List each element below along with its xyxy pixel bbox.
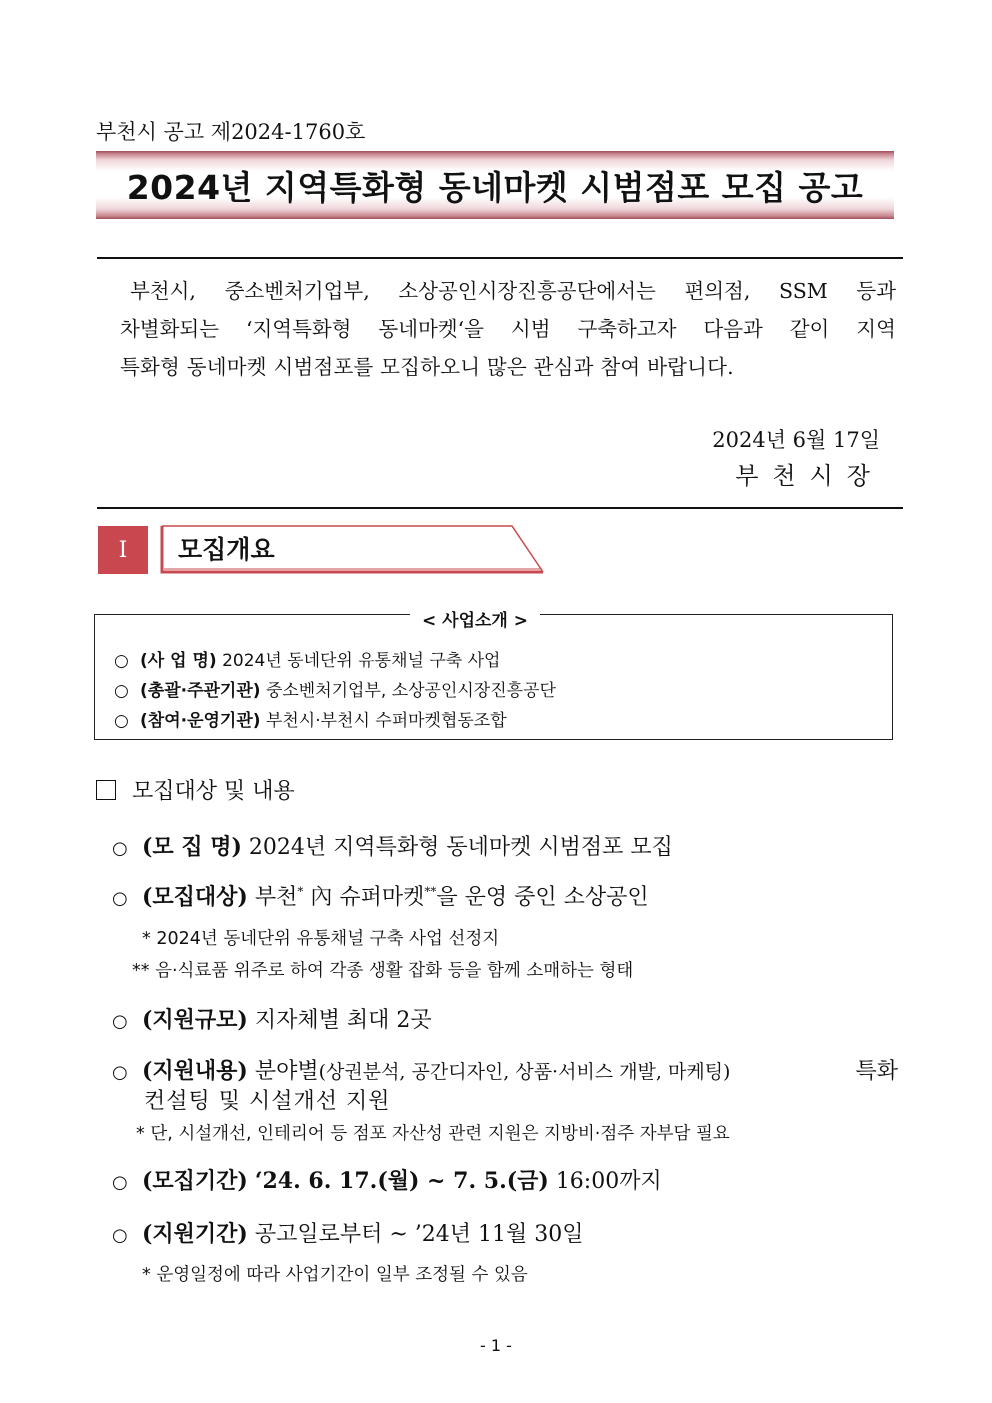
business-intro-caption: < 사업소개 > [410, 606, 540, 631]
intro-line-1 [120, 272, 896, 310]
item-support-scale: ○ (지원규모) 지자체별 최대 2곳 [112, 1007, 432, 1033]
note-support-content: * 단, 시설개선, 인테리어 등 점포 자산성 관련 지원은 지방비·점주 자부담 필요 [136, 1124, 730, 1144]
line1-word: 소상공인시장진흥공단에서는 [398, 279, 656, 303]
biz-item-label: (참여·운영기관) [140, 711, 261, 731]
biz-item-value: 2024년 동네단위 유통채널 구축 사업 [222, 651, 501, 671]
biz-item-value: 부천시·부천시 수퍼마켓협동조합 [265, 711, 507, 731]
divider-middle [97, 507, 903, 509]
biz-item-operating-agency: ○ (참여·운영기관) 부천시·부천시 수퍼마켓협동조합 [114, 711, 507, 731]
divider-top [97, 257, 903, 259]
note-target-2: ** 음·식료품 위주로 하여 각종 생활 잡화 등을 함께 소매하는 형태 [132, 961, 634, 981]
line2-word: 차별화되는 [120, 317, 220, 341]
checkbox-square-icon [96, 780, 116, 800]
line1-word: 등과 [856, 279, 896, 303]
item-recruit-period: ○ (모집기간) ‘24. 6. 17.(월) ~ 7. 5.(금) 16:00까지 [112, 1168, 662, 1194]
item-label: (지원규모) [142, 1007, 248, 1033]
intro-line-3: 특화형 동네마켓 시범점포를 모집하오니 많은 관심과 참여 바랍니다. [120, 355, 734, 379]
item-value: 16:00까지 [555, 1169, 662, 1194]
footnote-mark: ** [424, 884, 437, 899]
footnote-mark: * [297, 884, 304, 899]
biz-item-label: (총괄·주관기관) [140, 681, 261, 701]
item-label: (지원내용) [142, 1058, 248, 1084]
item-value-detail: (상권분석, 공간디자인, 상품·서비스 개발, 마케팅) [318, 1061, 731, 1083]
item-label: (모집기간) [142, 1168, 248, 1194]
item-value: 부천 [254, 885, 298, 910]
line1-word: 부천시, [130, 279, 196, 303]
line2-word: 다음과 [703, 317, 763, 341]
item-label: (모 집 명) [142, 834, 242, 860]
intro-line-2 [120, 310, 896, 348]
item-value-emphasis: ‘24. 6. 17.(월) ~ 7. 5.(금) [254, 1168, 549, 1194]
item-recruit-name: ○ (모 집 명) 2024년 지역특화형 동네마켓 시범점포 모집 [112, 834, 673, 860]
biz-item-value: 중소벤처기업부, 소상공인시장진흥공단 [265, 681, 556, 701]
recruit-heading: 모집대상 및 내용 [132, 779, 295, 804]
intro-paragraph [120, 272, 896, 386]
section-title: 모집개요 [178, 535, 275, 564]
item-value: 지자체별 최대 2곳 [254, 1008, 432, 1033]
item-value: 공고일로부터 ~ ’24년 11월 30일 [254, 1222, 584, 1247]
note-support-period: * 운영일정에 따라 사업기간이 일부 조정될 수 있음 [142, 1265, 528, 1285]
line2-word: ‘지역특화형 [245, 317, 352, 341]
line1-word: SSM [779, 279, 828, 303]
line1-word: 편의점, [684, 279, 751, 303]
item-label: (모집대상) [142, 884, 248, 910]
line2-word: 구축하고자 [577, 317, 677, 341]
line2-word: 지역 [856, 317, 896, 341]
item-value: 內 슈퍼마켓 [310, 885, 425, 910]
line2-word: 시범 [510, 317, 551, 341]
note-target-1: * 2024년 동네단위 유통채널 구축 사업 선정지 [142, 929, 500, 949]
announcement-date: 2024년 6월 17일 [712, 428, 880, 452]
page-number: - 1 - [480, 1336, 512, 1355]
line2-word: 동네마켓‘을 [378, 317, 484, 341]
item-value: 분야별 [254, 1059, 319, 1084]
biz-item-project-name: ○ (사 업 명) 2024년 동네단위 유통채널 구축 사업 [114, 651, 501, 671]
biz-item-lead-agency: ○ (총괄·주관기관) 중소벤처기업부, 소상공인시장진흥공단 [114, 681, 556, 701]
item-label: (지원기간) [142, 1221, 248, 1247]
page-title: 2024년 지역특화형 동네마켓 시범점포 모집 공고 [126, 167, 864, 207]
notice-number: 부천시 공고 제2024-1760호 [96, 120, 366, 144]
mayor-signature: 부천시장 [735, 462, 884, 490]
line1-word: 중소벤처기업부, [224, 279, 370, 303]
item-value: 을 운영 중인 소상공인 [436, 885, 649, 910]
item-support-period: ○ (지원기간) 공고일로부터 ~ ’24년 11월 30일 [112, 1221, 584, 1247]
section-number-badge: I [98, 526, 148, 574]
title-banner [96, 151, 894, 219]
item-support-content: ○ (지원내용) 분야별(상권분석, 공간디자인, 상품·서비스 개발, 마케팅) 특화 [112, 1054, 898, 1085]
item-recruit-target: ○ (모집대상) 부천* 內 슈퍼마켓**을 운영 중인 소상공인 [112, 884, 649, 910]
item-value: 특화 [855, 1059, 898, 1084]
line2-word: 같이 [789, 317, 830, 341]
item-support-content-line2: 컨설팅 및 시설개선 지원 [144, 1089, 391, 1114]
item-value: 2024년 지역특화형 동네마켓 시범점포 모집 [248, 835, 673, 860]
biz-item-label: (사 업 명) [140, 651, 217, 671]
